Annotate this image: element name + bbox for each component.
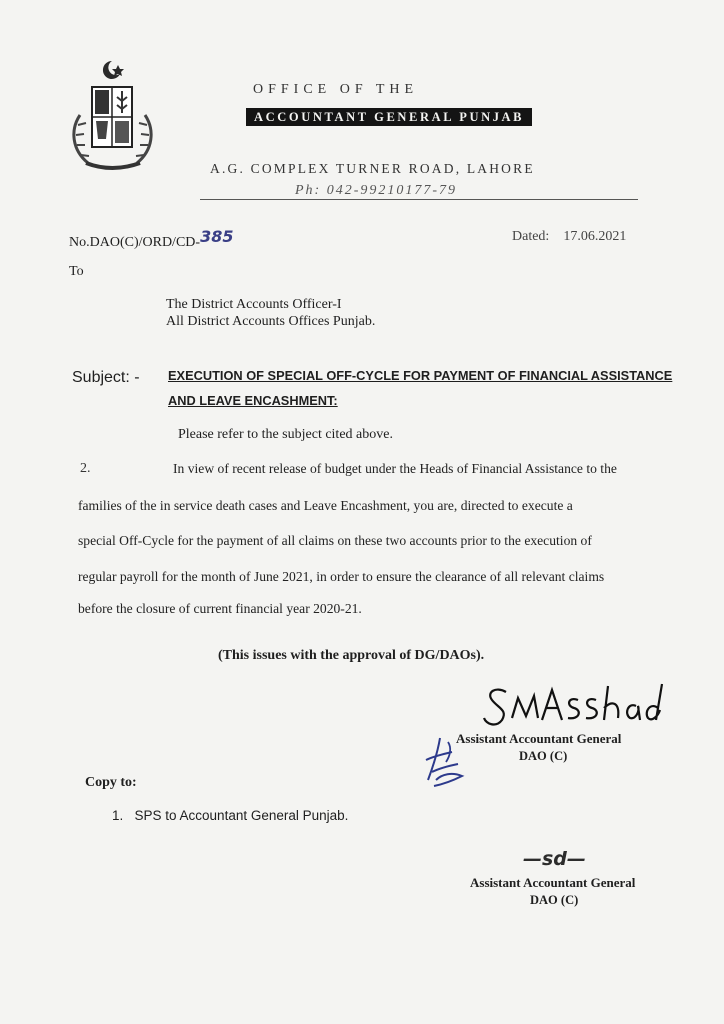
paragraph-2-line: before the closure of current financial year 2020-21. [78, 601, 362, 616]
addressee-line-2: All District Accounts Offices Punjab. [166, 314, 376, 329]
reference-number [69, 227, 234, 251]
paragraph-2-number: 2. [80, 461, 91, 476]
letterhead-office-of: OFFICE OF THE [253, 82, 419, 97]
date-value: 17.06.2021 [563, 229, 627, 244]
to-label: To [69, 264, 84, 279]
paragraph-2-line: In view of recent release of budget under the Heads of Financial Assistance to the [173, 461, 617, 476]
dated-label: Dated: [512, 229, 550, 244]
letterhead-address: A.G. COMPLEX TURNER ROAD, LAHORE [210, 161, 535, 176]
paragraph-2-line: special Off-Cycle for the payment of all claims on these two accounts prior to the execution of [78, 533, 592, 548]
letterhead-divider [200, 199, 638, 200]
signatory-title: Assistant Accountant General [470, 875, 636, 890]
signatory-title: Assistant Accountant General [456, 731, 622, 746]
approval-note: (This issues with the approval of DG/DAOs). [218, 648, 485, 663]
subject-label: Subject: - [72, 369, 140, 386]
letterhead-phone: Ph: 042-99210177-79 [295, 183, 458, 198]
sd-handwritten-mark: —sd— [523, 848, 586, 870]
paragraph-1: Please refer to the subject cited above. [178, 427, 393, 442]
copy-to-label: Copy to: [85, 775, 137, 790]
reference-handwritten-number: 385 [200, 227, 234, 246]
signatory-office: DAO (C) [519, 749, 568, 763]
date-line [512, 229, 626, 245]
addressee-line-1: The District Accounts Officer-I [166, 297, 342, 312]
handwritten-signature-icon [478, 678, 678, 730]
letterhead-title: ACCOUNTANT GENERAL PUNJAB [246, 108, 532, 126]
initial-mark-icon [418, 730, 473, 790]
copy-to-item: 1. SPS to Accountant General Punjab. [112, 808, 349, 823]
signatory-office: DAO (C) [530, 893, 579, 907]
government-emblem-icon [60, 55, 165, 180]
subject-line-2: AND LEAVE ENCASHMENT: [168, 393, 338, 408]
subject-line-1: EXECUTION OF SPECIAL OFF-CYCLE FOR PAYMENT OF FINANCIAL ASSISTANCE [168, 368, 673, 383]
reference-prefix: No.DAO(C)/ORD/CD- [69, 235, 201, 250]
paragraph-2-line: families of the in service death cases and Leave Encashment, you are, directed to execute a [78, 498, 573, 513]
paragraph-2-line: regular payroll for the month of June 2021, in order to ensure the clearance of all relevant claims [78, 569, 605, 584]
